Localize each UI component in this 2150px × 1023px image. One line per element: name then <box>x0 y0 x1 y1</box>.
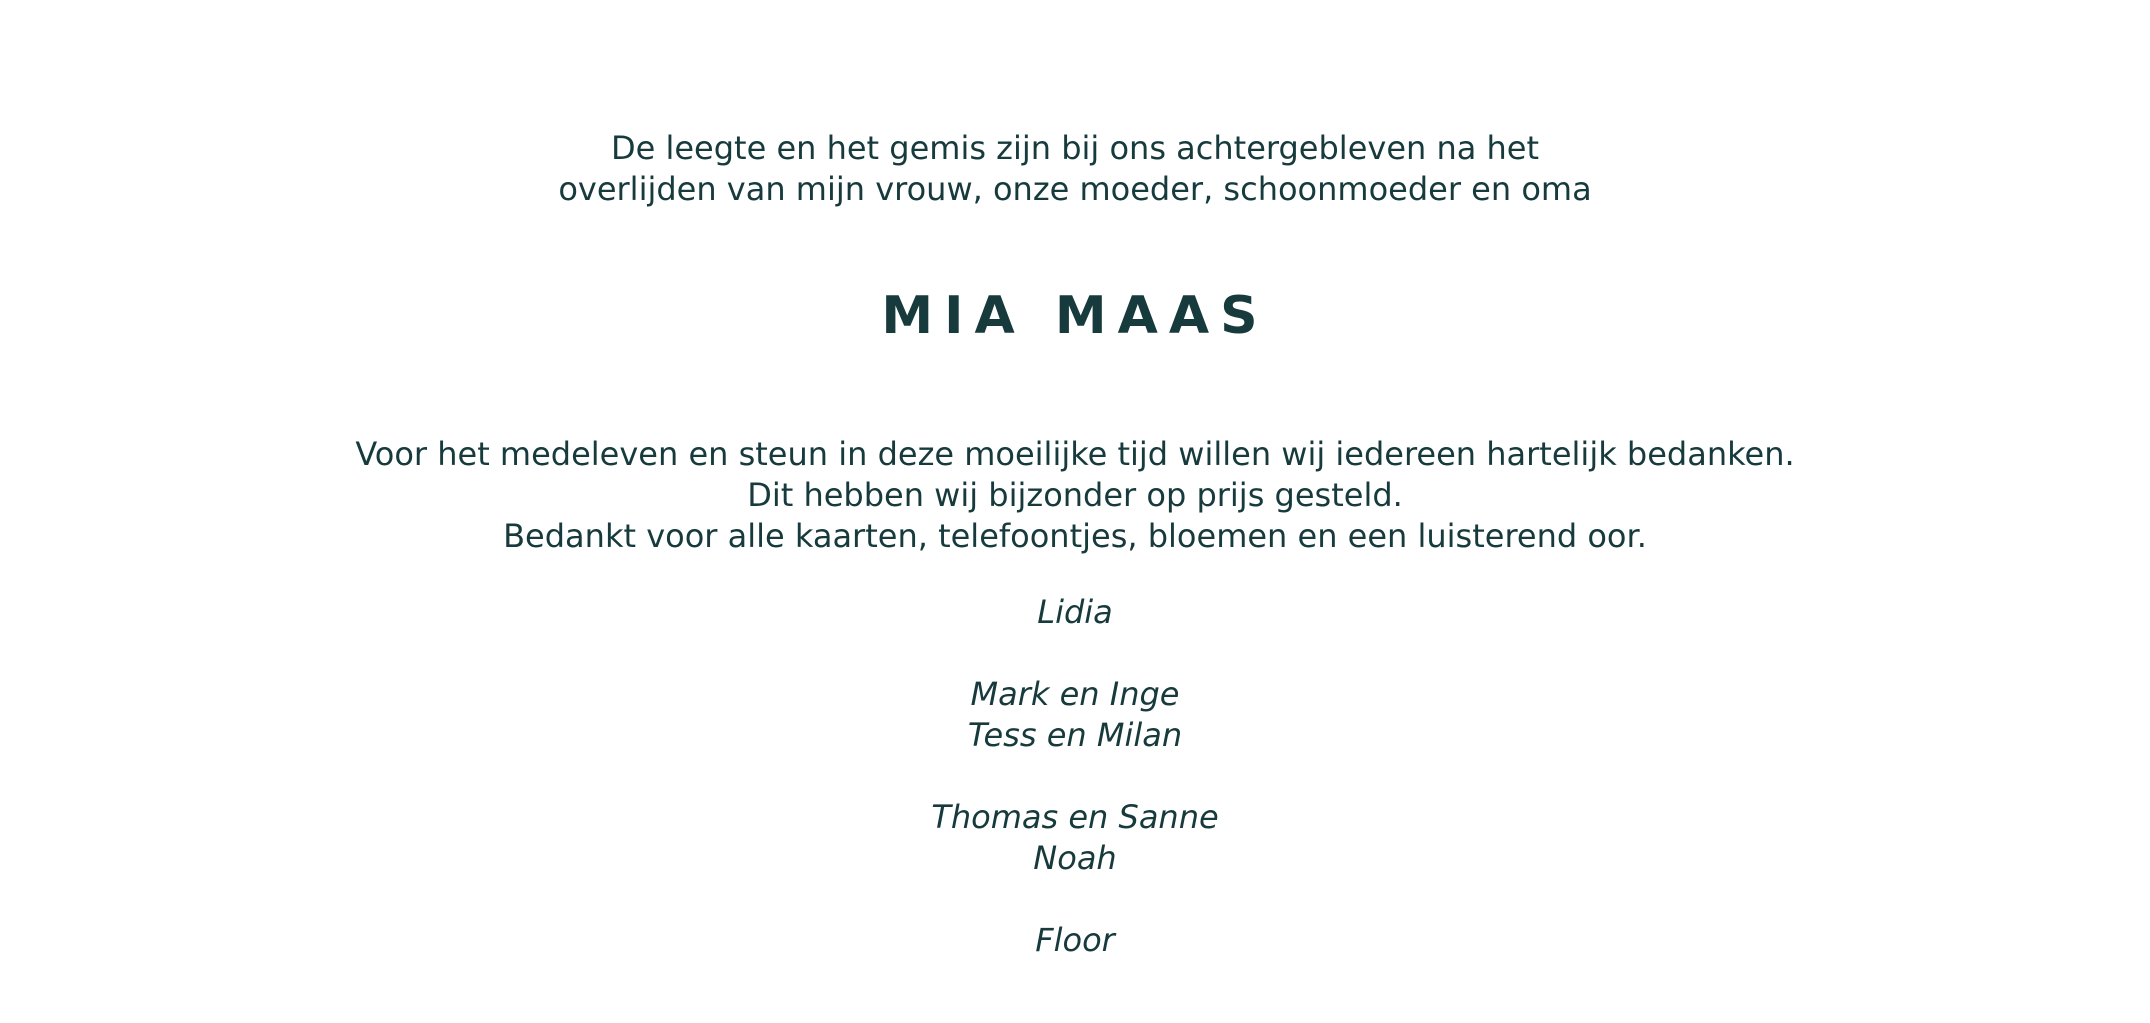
signer-group <box>0 920 2150 961</box>
intro-line-2: overlijden van mijn vrouw, onze moeder, schoonmoeder en oma <box>558 170 1592 208</box>
thanks-line-3: Bedankt voor alle kaarten, telefoontjes, bloemen en een luisterend oor. <box>503 517 1647 555</box>
thanks-text <box>0 434 2150 557</box>
signer-group <box>0 674 2150 756</box>
signer-name: Mark en Inge <box>970 675 1180 713</box>
signers-list <box>0 592 2150 1002</box>
intro-line-1: De leegte en het gemis zijn bij ons achtergebleven na het <box>610 129 1540 167</box>
signer-group <box>0 797 2150 879</box>
signer-name: Tess en Milan <box>967 716 1183 754</box>
signer-group <box>0 592 2150 633</box>
signer-name: Lidia <box>1037 593 1113 631</box>
deceased-name: MIA MAAS <box>881 286 1269 346</box>
signer-name: Thomas en Sanne <box>931 798 1219 836</box>
intro-text <box>0 128 2150 210</box>
signer-name: Floor <box>1035 921 1115 959</box>
thanks-line-2: Dit hebben wij bijzonder op prijs gesteld. <box>747 476 1403 514</box>
thanks-line-1: Voor het medeleven en steun in deze moeilijke tijd willen wij iedereen hartelijk bedanken. <box>355 435 1795 473</box>
signer-name: Noah <box>1033 839 1117 877</box>
